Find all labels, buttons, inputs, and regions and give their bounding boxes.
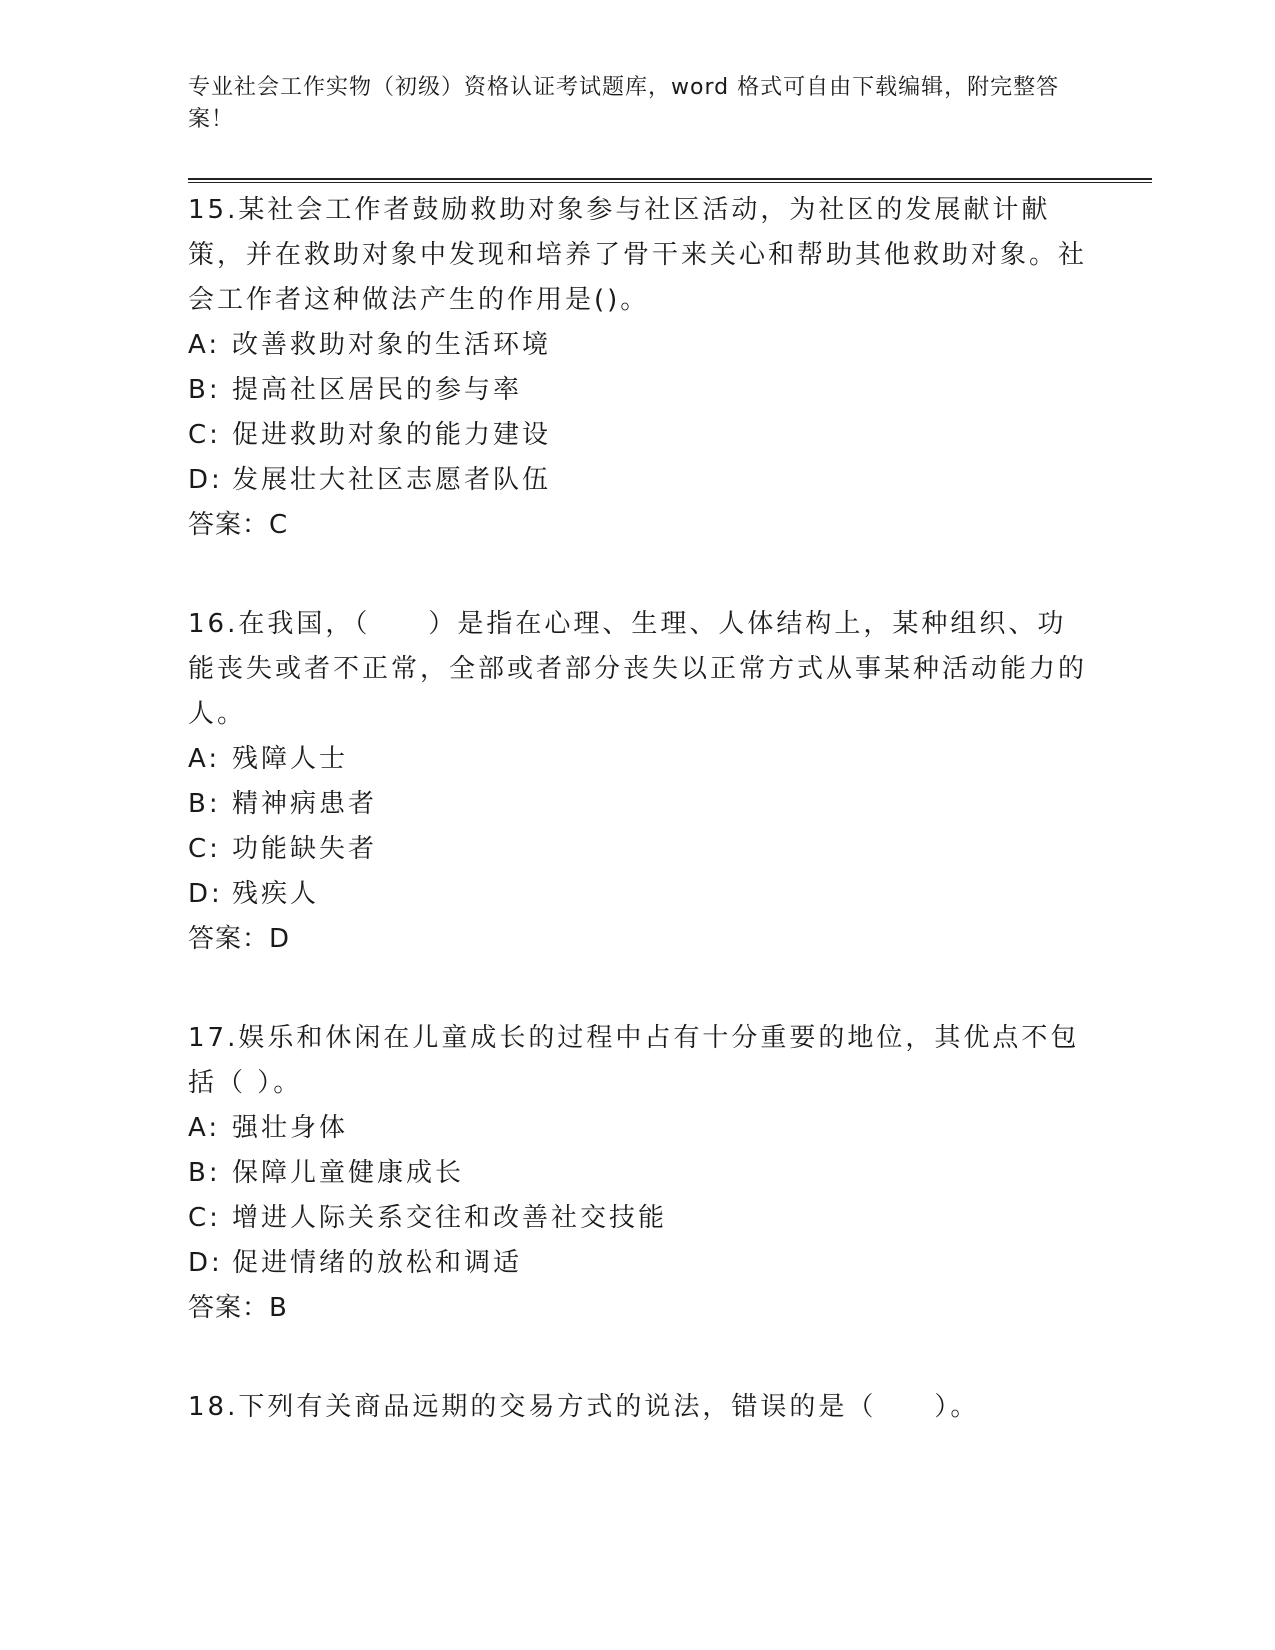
option-list — [188, 1106, 1088, 1286]
option-a — [188, 323, 1088, 368]
question-15 — [188, 188, 1088, 548]
option-key: A: — [188, 1113, 221, 1143]
page-header: 专业社会工作实物（初级）资格认证考试题库，word 格式可自由下载编辑，附完整答案！ — [188, 75, 1060, 132]
option-d — [188, 1241, 1088, 1286]
option-key: C: — [188, 1203, 221, 1233]
option-key: D: — [188, 879, 223, 909]
question-16 — [188, 602, 1088, 962]
question-stem: 18.下列有关商品远期的交易方式的说法，错误的是（ ）。 — [188, 1392, 980, 1422]
question-17 — [188, 1016, 1088, 1331]
option-text: 促进情绪的放松和调适 — [232, 1248, 523, 1278]
option-key: B: — [188, 789, 221, 819]
option-text: 保障儿童健康成长 — [232, 1158, 465, 1188]
option-d — [188, 872, 1088, 917]
option-key: D: — [188, 465, 223, 495]
option-c — [188, 413, 1088, 458]
option-key: D: — [188, 1248, 223, 1278]
option-text: 改善救助对象的生活环境 — [232, 330, 552, 360]
question-stem: 15.某社会工作者鼓励救助对象参与社区活动，为社区的发展献计献策，并在救助对象中发现和培养了骨干来关心和帮助其他救助对象。社会工作者这种做法产生的作用是()。 — [188, 195, 1088, 315]
answer-line: 答案：D — [188, 924, 291, 954]
option-b — [188, 782, 1088, 827]
option-b — [188, 368, 1088, 413]
option-key: C: — [188, 420, 221, 450]
question-list — [188, 188, 1088, 1484]
option-c — [188, 1196, 1088, 1241]
option-text: 功能缺失者 — [232, 834, 378, 864]
option-key: B: — [188, 375, 221, 405]
option-text: 残疾人 — [232, 879, 320, 909]
question-stem: 17.娱乐和休闲在儿童成长的过程中占有十分重要的地位，其优点不包括（ ）。 — [188, 1023, 1080, 1098]
question-18 — [188, 1385, 1088, 1430]
option-b — [188, 1151, 1088, 1196]
option-c — [188, 827, 1088, 872]
option-text: 残障人士 — [232, 744, 349, 774]
answer-line: 答案：B — [188, 1293, 288, 1323]
option-list — [188, 737, 1088, 917]
option-text: 发展壮大社区志愿者队伍 — [232, 465, 552, 495]
answer-line: 答案：C — [188, 510, 289, 540]
option-a — [188, 737, 1088, 782]
option-text: 促进救助对象的能力建设 — [232, 420, 552, 450]
option-key: B: — [188, 1158, 221, 1188]
option-key: A: — [188, 330, 221, 360]
option-d — [188, 458, 1088, 503]
option-key: A: — [188, 744, 221, 774]
option-text: 增进人际关系交往和改善社交技能 — [232, 1203, 668, 1233]
question-stem: 16.在我国，（ ）是指在心理、生理、人体结构上，某种组织、功能丧失或者不正常，全部或者部分丧失以正常方式从事某种活动能力的人。 — [188, 609, 1088, 729]
option-text: 强壮身体 — [232, 1113, 349, 1143]
option-list — [188, 323, 1088, 503]
option-text: 提高社区居民的参与率 — [232, 375, 523, 405]
option-text: 精神病患者 — [232, 789, 378, 819]
option-a — [188, 1106, 1088, 1151]
option-key: C: — [188, 834, 221, 864]
header-divider — [188, 178, 1152, 183]
